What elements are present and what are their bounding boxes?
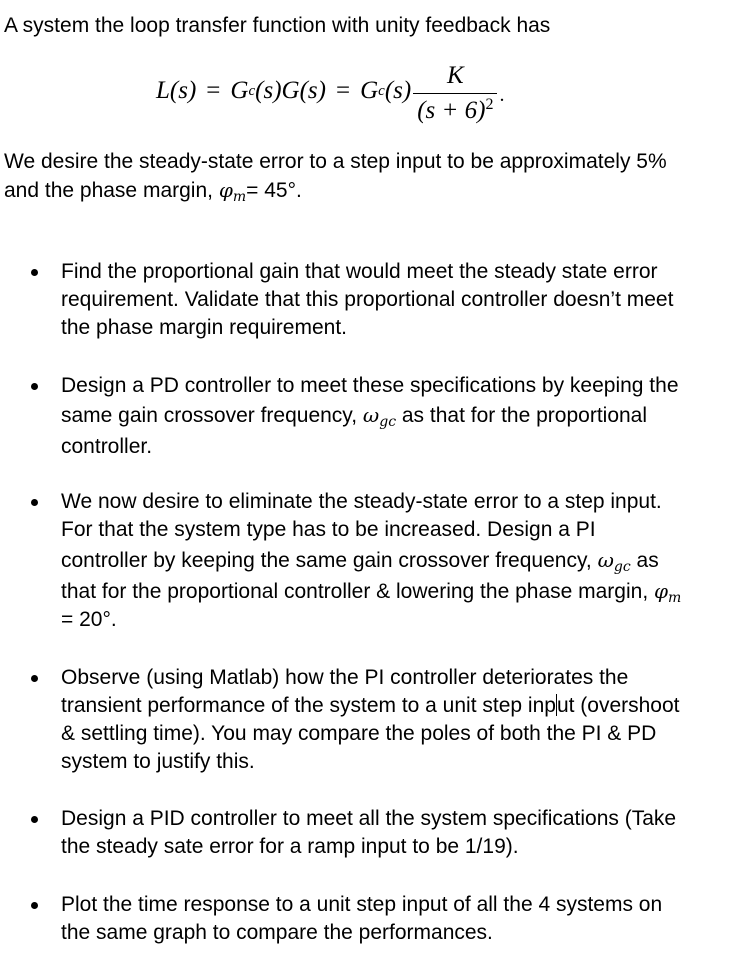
list-item <box>61 891 733 947</box>
eq-gc2-letter: G <box>360 77 379 104</box>
task-6-line-1: Plot the time response to a unit step input of all the 4 systems on <box>61 893 663 916</box>
eq-gc2-arg: (s) <box>384 77 412 104</box>
task-3-line-4-text: that for the proportional controller & lowering the phase margin, <box>61 580 654 603</box>
task-1-line-1: Find the proportional gain that would meet the steady state error <box>61 260 658 283</box>
list-item <box>61 805 733 861</box>
specification-paragraph <box>4 148 734 205</box>
task-3-line-3 <box>61 546 733 575</box>
task-3-line-1: We now desire to eliminate the steady-state error to a step input. <box>61 490 662 513</box>
task-1-line-3: the phase margin requirement. <box>61 316 347 339</box>
eq-gc-arg: (s) <box>255 77 282 104</box>
omega-subscript: gc <box>613 559 631 575</box>
task-2-line-2-rest: as that for the proportional <box>396 404 648 427</box>
phase-margin-symbol <box>654 579 682 606</box>
loop-transfer-equation <box>156 56 504 126</box>
task-1-line-2: requirement. Validate that this proportional controller doesn’t meet <box>61 288 674 311</box>
eq-sign-1: = <box>206 77 221 104</box>
task-2-line-3: controller. <box>61 435 153 458</box>
task-4-line-1: Observe (using Matlab) how the PI controller deteriorates the <box>61 666 629 689</box>
spec-line-2 <box>4 176 734 205</box>
list-item <box>61 258 733 342</box>
task-2-line-2-text: same gain crossover frequency, <box>61 404 363 427</box>
eq-lhs: L(s) <box>156 77 197 104</box>
task-3-line-4 <box>61 577 733 606</box>
eq-trailing-period: . <box>499 84 505 106</box>
denominator-base: (s + 6) <box>417 96 486 124</box>
task-3-line-3-text: controller by keeping the same gain crossover frequency, <box>61 549 598 572</box>
task-5-line-2: the steady sate error for a ramp input to be 1/19). <box>61 835 519 858</box>
task-3-line-5: = 20°. <box>61 608 117 631</box>
spec-line-2-value: = 45°. <box>246 179 302 202</box>
bullet-icon <box>31 499 38 506</box>
omega-symbol: ω <box>362 403 380 427</box>
eq-sign-2: = <box>335 77 351 104</box>
phi-subscript: m <box>232 189 247 205</box>
list-item <box>61 372 733 461</box>
phase-margin-symbol <box>218 178 247 205</box>
task-6-line-2: the same graph to compare the performances. <box>61 921 493 944</box>
task-4-line-2 <box>61 692 733 720</box>
task-3-line-2: For that the system type has to be increased. Design a PI <box>61 518 596 541</box>
task-4-line-2-rest: ut (overshoot <box>556 694 680 717</box>
fraction-denominator <box>413 94 497 126</box>
spec-line-2-text: and the phase margin, <box>4 179 219 202</box>
denominator-exponent: 2 <box>485 95 494 113</box>
phi-subscript: m <box>668 590 682 606</box>
bullet-icon <box>31 383 38 390</box>
task-4-line-2-text: transient performance of the system to a unit step inp <box>61 694 556 717</box>
task-2-line-2 <box>61 401 733 430</box>
spec-line-1: We desire the steady-state error to a step input to be approximately 5% <box>4 150 667 173</box>
task-4-line-3: & settling time). You may compare the poles of both the PI & PD <box>61 722 657 745</box>
task-2-line-1: Design a PD controller to meet these specifications by keeping the <box>61 374 679 397</box>
eq-g-term: G(s) <box>281 77 326 104</box>
eq-gc-letter: G <box>230 77 249 104</box>
bullet-icon <box>31 269 38 276</box>
phi-symbol: φ <box>654 579 669 603</box>
phi-symbol: φ <box>218 178 233 202</box>
eq-gc2-sub: c <box>378 83 385 99</box>
task-4-line-4: system to justify this. <box>61 750 255 773</box>
task-3-line-3-rest: as <box>630 549 659 572</box>
fraction-numerator: K <box>446 61 464 89</box>
list-item <box>61 488 733 634</box>
crossover-frequency-symbol <box>597 548 631 575</box>
crossover-frequency-symbol <box>362 403 397 430</box>
transfer-fraction <box>413 61 497 126</box>
omega-symbol: ω <box>597 548 614 572</box>
task-5-line-1: Design a PID controller to meet all the system specifications (Take <box>61 807 677 830</box>
eq-gc-sub: c <box>248 83 256 99</box>
bullet-icon <box>31 675 38 682</box>
bullet-icon <box>31 902 38 909</box>
omega-subscript: gc <box>379 414 397 430</box>
problem-intro: A system the loop transfer function with unity feedback has <box>4 14 551 37</box>
list-item <box>61 664 733 776</box>
bullet-icon <box>31 816 38 823</box>
